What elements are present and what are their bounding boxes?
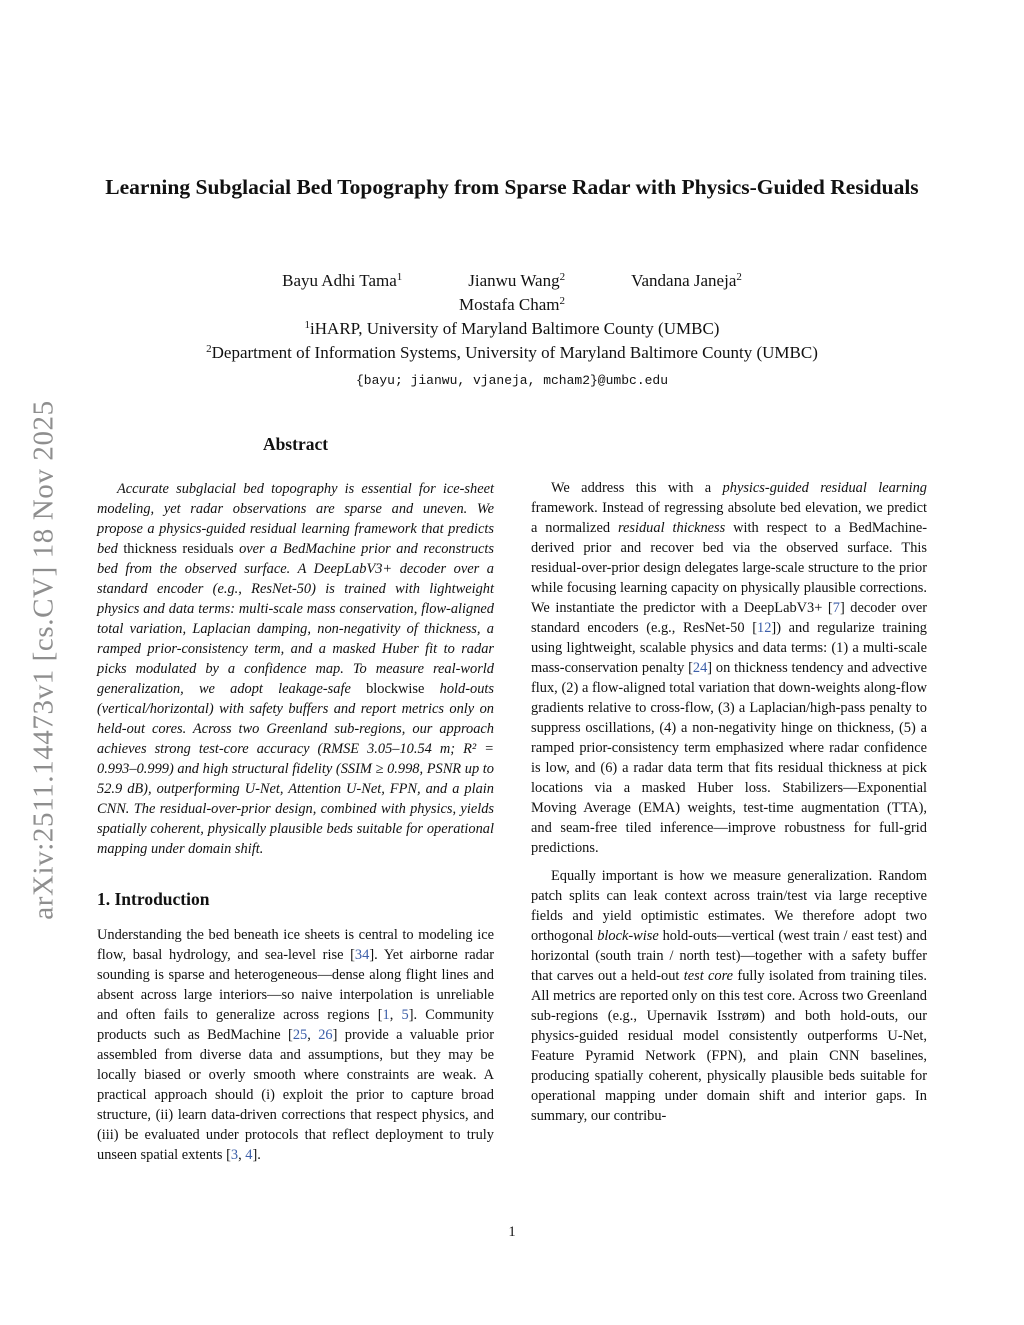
- arxiv-id-text: arXiv:2511.14473v1 [cs.CV] 18 Nov 2025: [27, 400, 60, 920]
- author-3: Vandana Janeja$^2$: [631, 271, 742, 290]
- affiliation-1: $^1$iHARP, University of Maryland Baltimore County (UMBC): [304, 319, 720, 338]
- abstract-heading: Abstract: [262, 434, 329, 454]
- citation-link[interactable]: 7: [832, 600, 840, 616]
- author-email: {bayu; jianwu, vjaneja, mcham2}@umbc.edu: [355, 373, 669, 388]
- citation-link[interactable]: 5: [401, 1007, 409, 1023]
- intro-paragraph-1: Understanding the bed beneath ice sheets is central to modeling ice flow, basal hydrology, and sea-level rise [34]. Yet airborne radar sounding is sparse and heterogeneous—dense along flight lines and absent across large interiors—so naive interpolation is unreliable and often fails to generalize across regions [1, 5]. Community products such as BedMachine [25, 26] provide a valuable prior assembled from diverse data and assumptions, but they may be locally biased or overly smooth where constraints are weak. A practical approach should (i) exploit the prior to capture broad structure, (ii) learn data-driven corrections that respect physics, and (iii) be evaluated under protocols that reflect deployment to truly unseen spatial extents [3, 4].: [97, 927, 495, 1163]
- author-row: [90, 269, 934, 293]
- intro-paragraph-2: We address this with a physics-guided residual learning framework. Instead of regressing absolute bed elevation, we predict a normalized residual thickness with respect to a BedMachine-derived prior and recover bed via the observed surface. This residual-over-prior design delegates large-scale structure to the prior while focusing learning capacity on physically plausible corrections. We instantiate the predictor with a DeepLabV3+ [7] decoder over standard encoders (e.g., ResNet-50 [12]) and regularize training using lightweight, scalable physics and data terms: (1) a multi-scale mass-conservation penalty [24] on thickness tendency and advective flux, (2) a flow-aligned total variation that down-weights along-flow gradients relative to cross-flow, (3) a Laplacian/high-pass penalty to suppress oscillations, (4) a non-negativity hinge on thickness, (5) a ramped prior-consistency term emphasized where radar confidence is low, and (6) a radar data term that fits residual thickness at pick locations via a masked Huber loss. Stabilizers—Exponential Moving Average (EMA) weights, test-time augmentation (TTA), and seam-free tiled inference—improve robustness for full-grid predictions.: [531, 480, 928, 856]
- citation-link[interactable]: 4: [245, 1147, 253, 1163]
- left-column: [97, 432, 494, 1165]
- citation-link[interactable]: 26: [318, 1027, 333, 1043]
- affiliation-2: $^2$Department of Information Systems, University of Maryland Baltimore County (UMBC): [206, 343, 818, 362]
- abstract-text: Accurate subglacial bed topography is essential for ice-sheet modeling, yet radar observations are sparse and uneven. We propose a physics-guided residual learning framework that predicts bed thickness residuals over a BedMachine prior and reconstructs bed from the observed surface. A DeepLabV3+ decoder over a standard encoder (e.g., ResNet-50) is trained with lightweight physics and data terms: multi-scale mass conservation, flow-aligned total variation, Laplacian damping, non-negativity of thickness, a ramped prior-consistency term, and a masked Huber fit to radar picks modulated by a confidence map. To measure real-world generalization, we adopt leakage-safe blockwise hold-outs (vertical/horizontal) with safety buffers and report metrics only on held-out cores. Across two Greenland sub-regions, our approach achieves strong test-core accuracy (RMSE 3.05–10.54 m; R² = 0.993–0.999) and high structural fidelity (SSIM ≥ 0.998, PSNR up to 52.9 dB), outperforming U-Net, Attention U-Net, FPN, and a plain CNN. The residual-over-prior design, combined with physics, yields spatially coherent, physically plausible beds suitable for operational mapping under domain shift.: [97, 481, 494, 857]
- citation-link[interactable]: 3: [230, 1147, 239, 1163]
- author-4: Mostafa Cham$^2$: [458, 295, 566, 314]
- citation-link[interactable]: 25: [292, 1027, 308, 1043]
- introduction-heading: 1. Introduction: [97, 889, 210, 909]
- author-2: Jianwu Wang$^2$: [468, 271, 566, 290]
- citation-link[interactable]: 34: [354, 947, 370, 963]
- right-column: [531, 432, 927, 1126]
- citation-link[interactable]: 12: [757, 620, 772, 636]
- intro-paragraph-3: Equally important is how we measure generalization. Random patch splits can leak context across train/test via large receptive fields and yield optimistic estimates. We therefore adopt two orthogonal block-wise hold-outs—vertical (west train / east test) and horizontal (south train / north test)—together with a safety buffer that carves out a held-out test core fully isolated from training tiles. All metrics are reported only on this test core. Across two Greenland sub-regions (e.g., Upernavik Isstrøm) and both hold-outs, our physics-guided residual model consistently outperforms U-Net, Feature Pyramid Network (FPN), and plain CNN baselines, producing spatially coherent, physically plausible beds suitable for operational mapping under domain shift and interior gaps. In summary, our contribu-: [531, 868, 927, 1124]
- page-number: 1: [508, 1224, 516, 1240]
- author-1: Bayu Adhi Tama$^1$: [282, 271, 403, 290]
- citation-link[interactable]: 1: [382, 1007, 390, 1023]
- citation-link[interactable]: 24: [692, 660, 708, 676]
- author-block: [90, 269, 934, 393]
- paper-title: Learning Subglacial Bed Topography from Sparse Radar with Physics-Guided Residuals: [105, 175, 919, 199]
